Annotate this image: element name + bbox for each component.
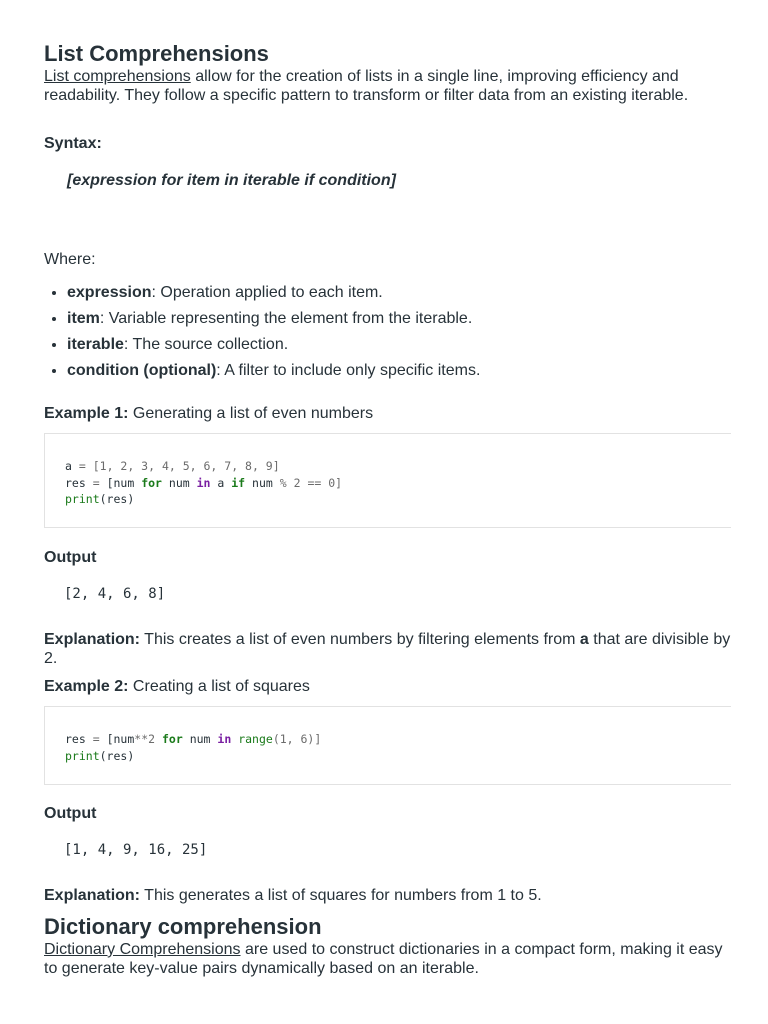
desc-expression: : Operation applied to each item. [151,284,383,301]
code-token: (res) [99,748,135,763]
explanation1-text-end: that are divisible by 2. [44,631,731,667]
code-token: num [161,475,197,490]
code-builtin: print [65,748,100,763]
code-token: [num [106,732,135,746]
code-token: (res) [99,492,135,506]
syntax-label: Syntax: [44,135,102,152]
code-keyword: for [141,475,162,490]
output1-value: [2, 4, 6, 8] [64,586,166,602]
code-token: res [65,732,86,746]
list-item [67,335,727,354]
output1-label: Output [44,549,97,566]
code-token: = [71,459,93,473]
code-token: ** [134,732,149,746]
code-keyword: in [217,732,232,746]
intro-text: allow for the creation of lists in a single line, improving efficiency and readability. They follow a specific pattern to transform or filter data from an existing iterable. [44,68,689,104]
code-token: == [307,475,322,490]
list-item [67,361,727,380]
dict-intro-paragraph [44,940,734,978]
code-token: [1, 2, 3, 4, 5, 6, 7, 8, 9] [92,459,280,473]
code-token: = [85,475,107,490]
list-comprehensions-link[interactable]: List comprehensions [44,68,191,85]
code-token: 0] [321,475,343,490]
term-item: item [67,310,100,327]
list-item [67,283,727,302]
syntax-text: [expression for item in iterable if condition] [67,172,396,189]
dict-intro-text: are used to construct dictionaries in a compact form, making it easy to generate key-value pairs dynamically based on an iterable. [44,941,723,977]
desc-iterable: : The source collection. [123,336,289,353]
code-builtin: range [238,732,273,746]
term-iterable: iterable [67,336,124,353]
code-token: [num [106,475,142,490]
explanation2 [44,886,734,905]
code-token: res [65,475,86,490]
section-title-list-comprehensions: List Comprehensions [44,41,269,66]
code-keyword: for [161,732,183,746]
list-item [67,309,727,328]
explanation1 [44,630,734,668]
example2-heading [44,677,310,696]
section-title-dictionary-comprehension: Dictionary comprehension [44,914,322,939]
code-token: % [279,475,287,490]
example1-label: Example 1: [44,405,129,422]
intro-paragraph [44,67,734,105]
term-condition: condition (optional) [67,362,217,379]
output2-label: Output [44,805,97,822]
code-token: num [245,475,280,490]
explanation2-label: Explanation: [44,887,141,904]
output2-value: [1, 4, 9, 16, 25] [64,842,208,858]
code-block-1[interactable] [44,433,731,528]
desc-item: : Variable representing the element from the iterable. [99,310,473,327]
example1-text: Generating a list of even numbers [128,405,374,422]
code-block-2[interactable] [44,706,731,785]
example2-label: Example 2: [44,678,129,695]
parameter-list [44,283,727,387]
code-token: a [210,475,232,490]
code-token: a [65,459,72,473]
explanation1-label: Explanation: [44,631,141,648]
code-token: 2 [148,732,162,746]
code-token: 2 [286,475,308,490]
explanation1-var: a [579,631,589,648]
code-token: num [182,732,218,746]
explanation1-text: This creates a list of even numbers by filtering elements from [140,631,580,648]
code-keyword: if [231,475,246,490]
code-token: (1, 6)] [272,732,322,746]
example1-heading [44,404,373,423]
example2-text: Creating a list of squares [128,678,310,695]
explanation2-text: This generates a list of squares for numbers from 1 to 5. [140,887,542,904]
term-expression: expression [67,284,152,301]
code-builtin: print [65,492,100,506]
where-label: Where: [44,251,96,268]
code-token: = [85,732,107,746]
dictionary-comprehensions-link[interactable]: Dictionary Comprehensions [44,941,241,958]
code-keyword: in [196,475,211,490]
desc-condition: : A filter to include only specific items. [216,362,481,379]
